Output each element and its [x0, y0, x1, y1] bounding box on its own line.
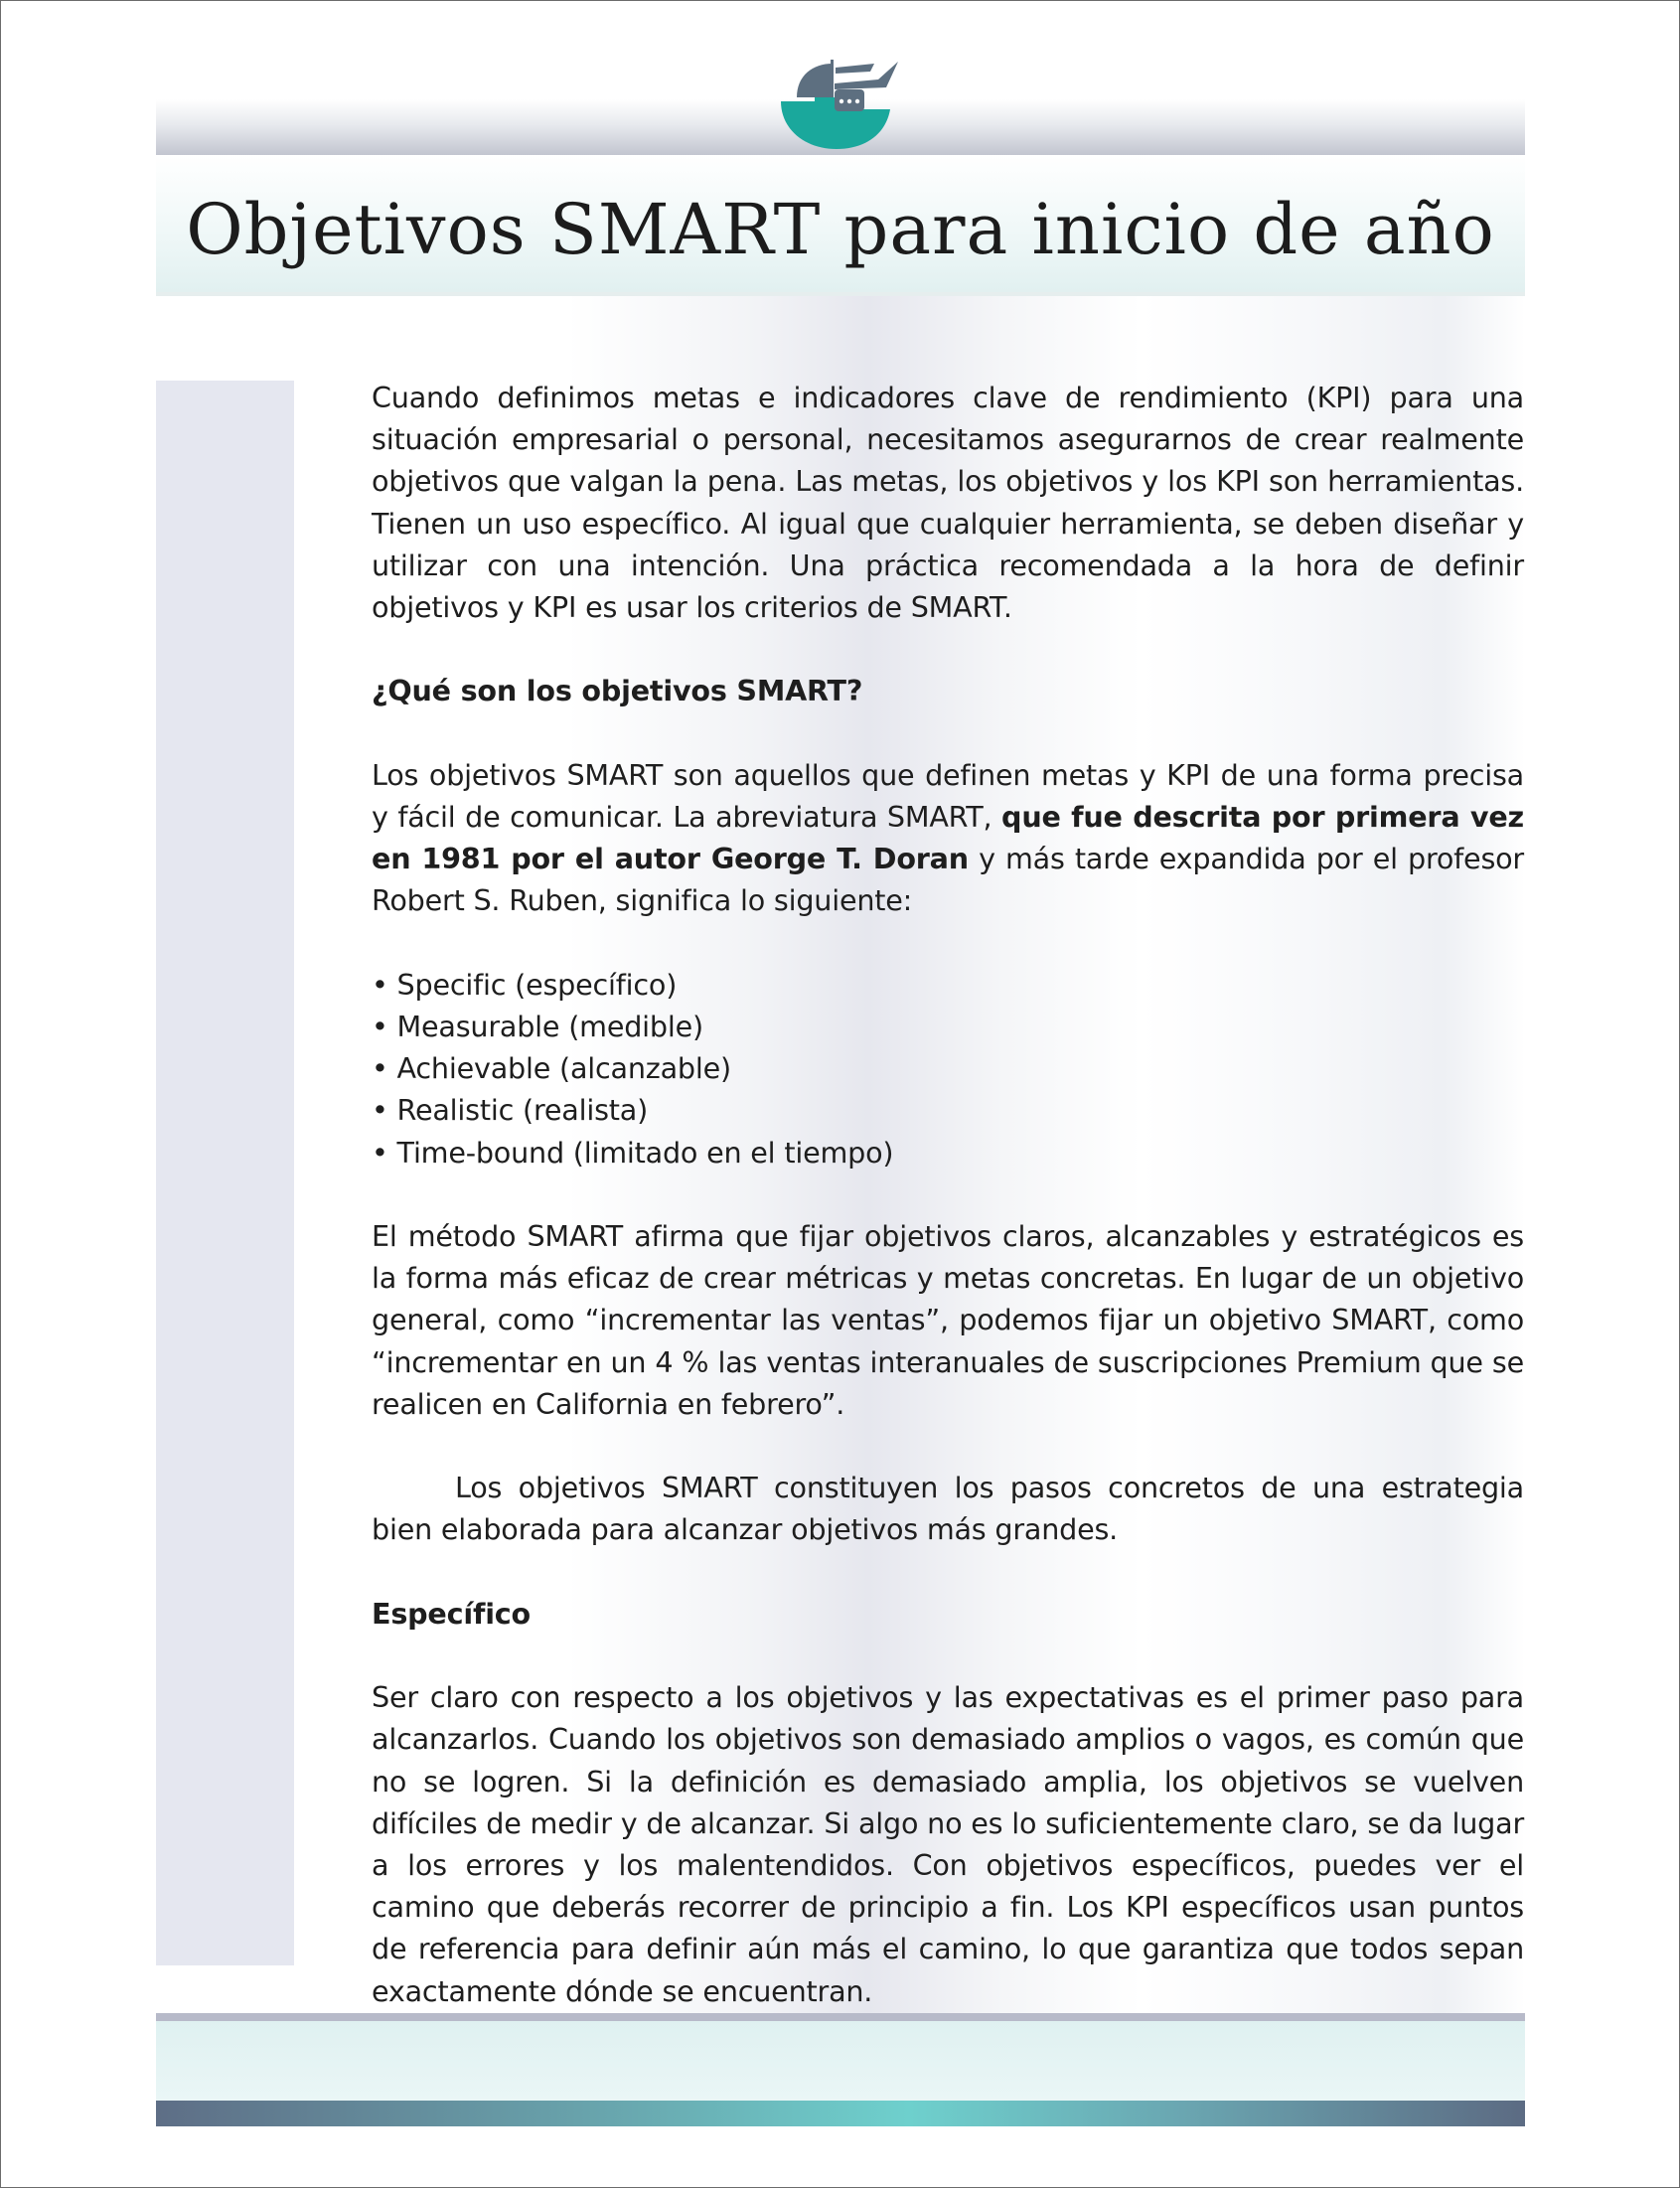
footer-rule — [156, 2013, 1525, 2021]
method-paragraph: El método SMART afirma que fijar objetivos claros, alcanzables y estratégicos es la forma más eficaz de crear métricas y metas concretas. En lugar de un objetivo general, como “incrementar las ventas”, podemos fijar un objetivo SMART, como “incrementar en un 4 % las ventas interanuales de suscripciones Premium que se realicen en California en febrero”. — [372, 1219, 1524, 1421]
footer-bar — [156, 2101, 1525, 2126]
smart-definition-paragraph — [372, 754, 1524, 922]
section-heading-smart: ¿Qué son los objetivos SMART? — [372, 674, 863, 708]
list-item: • Achievable (alcanzable) — [372, 1051, 731, 1086]
list-item: • Realistic (realista) — [372, 1093, 649, 1128]
definition-text-end: y más tarde expandida por el profesor Robert S. Ruben, significa lo siguiente: — [372, 842, 1524, 918]
side-strip — [156, 381, 294, 1965]
intro-paragraph: Cuando definimos metas e indicadores clave de rendimiento (KPI) para una situación empresarial o personal, necesitamos asegurarnos de crear realmente objetivos que valgan la pena. Las metas, los objetivos y los KPI son herramientas. Tienen un uso específico. Al igual que cualquier herramienta, se deben diseñar y utilizar con una intención. Una práctica recomendada a la hora de definir objetivos y KPI es usar los criterios de SMART. — [372, 381, 1524, 625]
steps-paragraph: Los objetivos SMART constituyen los pasos concretos de una estrategia bien elaborada para alcanzar objetivos más grandes. — [372, 1471, 1524, 1547]
definition-bold-text: que fue descrita por primera vez en 1981 por el autor George T. Doran — [372, 800, 1524, 876]
list-item: • Measurable (medible) — [372, 1010, 703, 1043]
ship-icon — [775, 58, 906, 153]
smart-criteria-list — [372, 964, 1524, 1173]
section-heading-specific: Específico — [372, 1596, 531, 1631]
title-band-underline — [156, 292, 1525, 296]
list-item: • Specific (específico) — [372, 967, 678, 1002]
footer-band — [156, 2021, 1525, 2101]
article-body — [372, 377, 1524, 2054]
definition-text-start: Los objetivos SMART son aquellos que definen metas y KPI de una forma precisa y fácil de comunicar. La abreviatura SMART, — [372, 757, 1524, 834]
list-item: • Time-bound (limitado en el tiempo) — [372, 1135, 894, 1170]
specific-paragraph: Ser claro con respecto a los objetivos y las expectativas es el primer paso para alcanzarlos. Cuando los objetivos son demasiado amplios o vagos, es común que no se logren. Si la definición es demasiado amplia, los objetivos se vuelven difíciles de medir y de alcanzar. Si algo no es lo suficientemente claro, se da lugar a los errores y los malentendidos. Con objetivos específicos, puedes ver el camino que deberás recorrer de principio a fin. Los KPI específicos usan puntos de referencia para definir aún más el camino, lo que garantiza que todos sepan exactamente dónde se encuentran. — [372, 1680, 1524, 2008]
page-title: Objetivos SMART para inicio de año — [186, 189, 1495, 270]
